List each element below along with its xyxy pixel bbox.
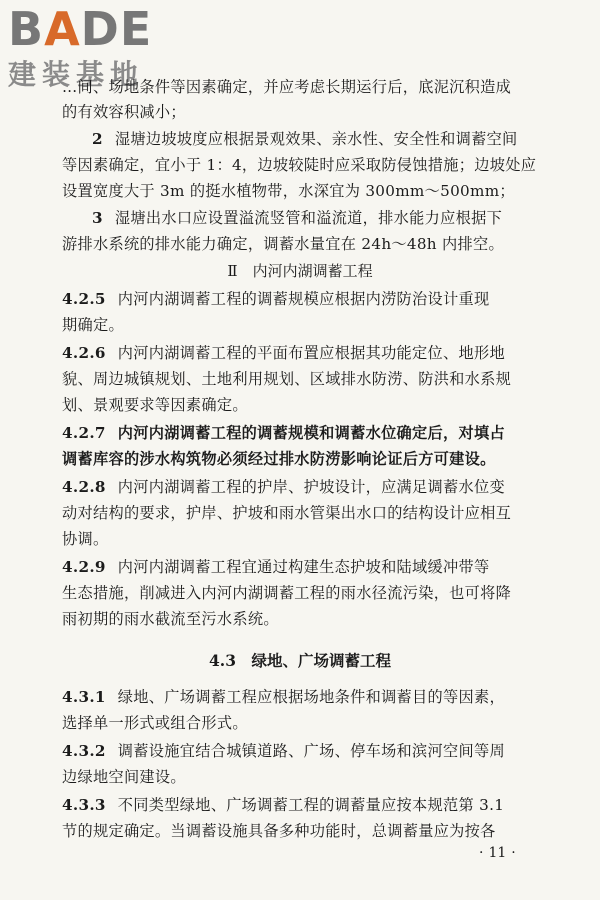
clause-4-2-8: 4.2.8 内河内湖调蓄工程的护岸、护坡设计，应满足调蓄水位变 [62, 478, 505, 496]
paragraph-line: 貌、周边城镇规划、土地利用规划、区域排水防涝、防洪和水系规 [62, 370, 512, 388]
clause-4-3-2: 4.3.2 调蓄设施宜结合城镇道路、广场、停车场和滨河空间等周 [62, 742, 505, 760]
paragraph-line: 划、景观要求等因素确定。 [62, 396, 248, 414]
clause-4-2-9: 4.2.9 内河内湖调蓄工程宜通过构建生态护坡和陆域缓冲带等 [62, 558, 490, 576]
logo-subtitle: 建装基地 [8, 58, 145, 91]
paragraph-line: 边绿地空间建设。 [62, 768, 186, 786]
paragraph-line: 等因素确定，宜小于 1：4，边坡较陡时应采取防侵蚀措施；边坡处应 [62, 156, 537, 174]
paragraph-line: 动对结构的要求，护岸、护坡和雨水管渠出水口的结构设计应相互 [62, 504, 512, 522]
list-item-2: 2 湿塘边坡坡度应根据景观效果、亲水性、安全性和调蓄空间 [92, 130, 518, 148]
paragraph-line: 的有效容积减小； [62, 103, 186, 121]
clause-4-2-6: 4.2.6 内河内湖调蓄工程的平面布置应根据其功能定位、地形地 [62, 344, 505, 362]
paragraph-line: 选择单一形式或组合形式。 [62, 714, 248, 732]
paragraph-line: 期确定。 [62, 316, 124, 334]
clause-4-2-7: 4.2.7 内河内湖调蓄工程的调蓄规模和调蓄水位确定后，对填占 [62, 424, 505, 442]
clause-4-2-5: 4.2.5 内河内湖调蓄工程的调蓄规模应根据内涝防治设计重现 [62, 290, 490, 308]
paragraph-line: 游排水系统的排水能力确定，调蓄水量宜在 24h～48h 内排空。 [62, 235, 504, 253]
paragraph-line: 雨初期的雨水截流至污水系统。 [62, 610, 279, 628]
clause-4-3-1: 4.3.1 绿地、广场调蓄工程应根据场地条件和调蓄目的等因素， [62, 688, 505, 706]
section-heading: 4.3 绿地、广场调蓄工程 [209, 651, 391, 670]
list-item-3: 3 湿塘出水口应设置溢流竖管和溢流道，排水能力应根据下 [92, 209, 503, 227]
paragraph-line: 调蓄库容的涉水构筑物必须经过排水防涝影响论证后方可建设。 [62, 450, 496, 468]
clause-4-3-3: 4.3.3 不同类型绿地、广场调蓄工程的调蓄量应按本规范第 3.1 [62, 796, 505, 814]
paragraph-line: 节的规定确定。当调蓄设施具备多种功能时，总调蓄量应为按各 [62, 822, 496, 840]
logo-brand: BADE [8, 2, 153, 56]
page-number: · 11 · [479, 845, 516, 861]
section-heading: Ⅱ 内河内湖调蓄工程 [227, 262, 373, 280]
paragraph-line: …间、场地条件等因素确定，并应考虑长期运行后，底泥沉积造成 [62, 78, 512, 96]
paragraph-line: 协调。 [62, 530, 109, 548]
paragraph-line: 设置宽度大于 3m 的挺水植物带，水深宜为 300mm～500mm； [62, 182, 515, 200]
paragraph-line: 生态措施，削减进入内河内湖调蓄工程的雨水径流污染，也可将降 [62, 584, 512, 602]
